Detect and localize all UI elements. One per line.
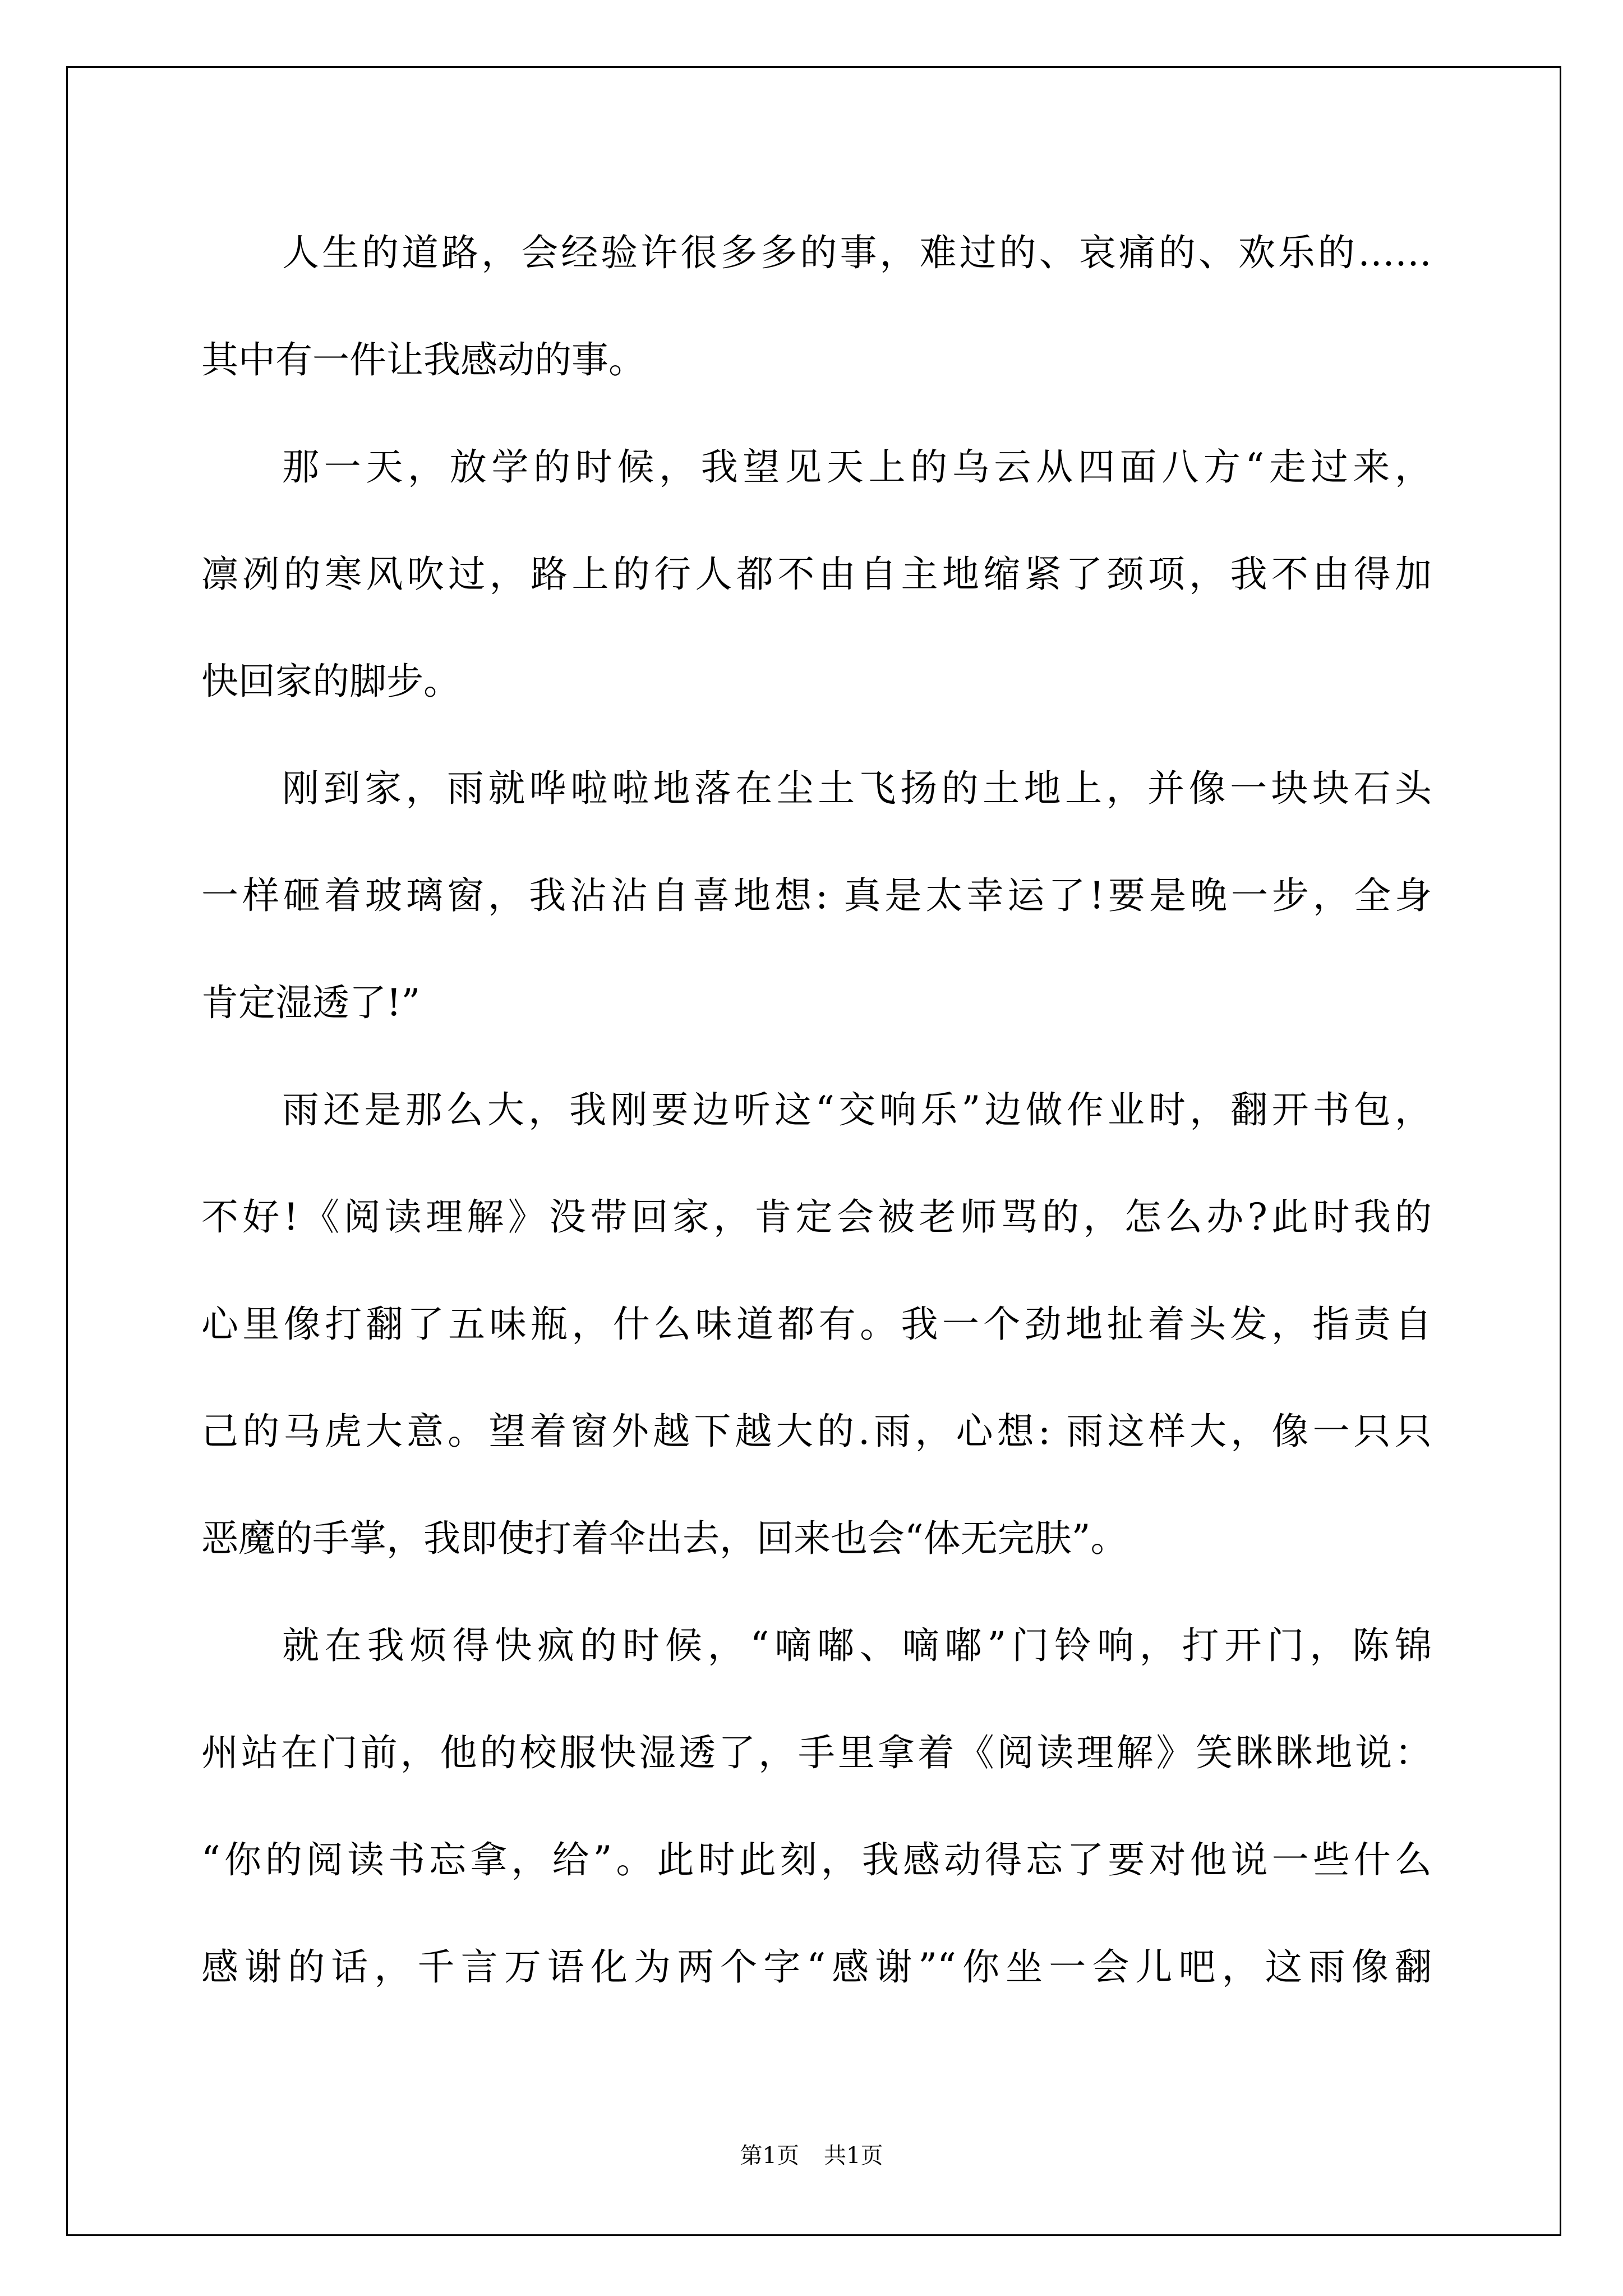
text-line: 就在我烦得快疯的时候，“嘀嘟、嘀嘟”门铃响，打开门，陈锦	[282, 1624, 1432, 1667]
text-line: 恶魔的手掌，我即使打着伞出去，回来也会“体无完肤”。	[201, 1517, 1128, 1560]
text-line: 感谢的话，千言万语化为两个字“感谢”“你坐一会儿吧，这雨像翻	[201, 1945, 1432, 1989]
text-line: 己的马虎大意。望着窗外越下越大的.雨，心想: 雨这样大，像一只只	[201, 1410, 1432, 1453]
text-line: 雨还是那么大，我刚要边听这“交响乐”边做作业时，翻开书包，	[282, 1088, 1432, 1131]
text-line: 不好!《阅读理解》没带回家，肯定会被老师骂的，怎么办?此时我的	[201, 1195, 1432, 1239]
text-line: 州站在门前，他的校服快湿透了，手里拿着《阅读理解》笑眯眯地说：	[201, 1731, 1432, 1774]
text-line: 肯定湿透了!”	[201, 981, 421, 1024]
text-line: 心里像打翻了五味瓶，什么味道都有。我一个劲地扯着头发，指责自	[201, 1303, 1432, 1346]
text-line: 那一天，放学的时候，我望见天上的乌云从四面八方“走过来，	[282, 445, 1432, 489]
text-line: 一样砸着玻璃窗，我沾沾自喜地想: 真是太幸运了!要是晚一步，全身	[201, 874, 1432, 917]
text-line: “你的阅读书忘拿，给”。此时此刻，我感动得忘了要对他说一些什么	[201, 1838, 1432, 1881]
essay-body	[201, 199, 1432, 2021]
text-line: 凛冽的寒风吹过，路上的行人都不由自主地缩紧了颈项，我不由得加	[201, 553, 1432, 596]
page-footer	[0, 2140, 1623, 2171]
text-line: 刚到家，雨就哗啦啦地落在尘土飞扬的土地上，并像一块块石头	[282, 767, 1432, 810]
page-number: 第1页	[740, 2143, 799, 2169]
text-line: 人生的道路，会经验许很多多的事，难过的、哀痛的、欢乐的……	[282, 231, 1432, 274]
text-line: 快回家的脚步。	[201, 660, 460, 703]
page-total: 共1页	[824, 2143, 883, 2169]
text-line: 其中有一件让我感动的事。	[201, 338, 645, 381]
